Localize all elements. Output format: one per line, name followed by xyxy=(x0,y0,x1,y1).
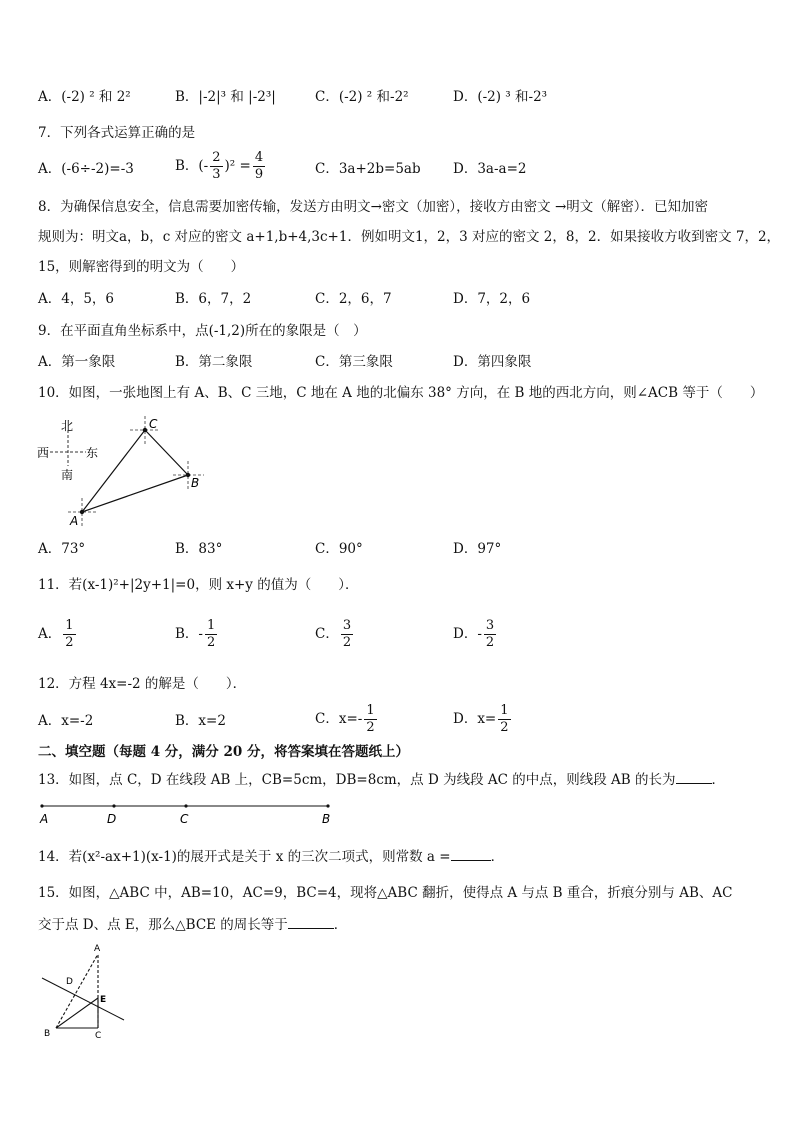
q7-b-num2: 4 xyxy=(254,150,264,165)
q6-option-c: C．(-2) ² 和-2² xyxy=(315,89,409,105)
seg-be xyxy=(56,998,98,1028)
q11-b-pre: B．- xyxy=(175,626,203,642)
q12-d-num: 1 xyxy=(500,703,509,718)
fold-line xyxy=(42,978,124,1020)
q12-c-pre: C．x=- xyxy=(315,711,363,727)
q7-stem: 7．下列各式运算正确的是 xyxy=(38,125,196,141)
compass-north: 北 xyxy=(61,419,74,433)
label-a: A xyxy=(70,514,79,528)
q8-option-a: A．4，5，6 xyxy=(38,291,115,307)
q10-option-c: C．90° xyxy=(315,541,363,557)
q15-figure xyxy=(36,940,136,1040)
q11-d-num: 3 xyxy=(485,618,495,633)
q14-answer-blank[interactable] xyxy=(451,846,491,861)
q8-option-b: B．6，7，2 xyxy=(175,291,252,307)
q11-option-d xyxy=(453,618,498,651)
q9-option-b: B．第二象限 xyxy=(175,354,253,370)
compass-west: 西 xyxy=(37,446,50,460)
segment-cb xyxy=(145,430,188,475)
q11-c-frac xyxy=(341,618,353,651)
seg-label-a: A xyxy=(40,812,49,826)
q6-option-a: A．(-2) ² 和 2² xyxy=(38,89,131,105)
q13-answer-blank[interactable] xyxy=(676,769,712,784)
q11-c-num: 3 xyxy=(342,618,352,633)
q11-b-den: 2 xyxy=(206,635,216,650)
q12-option-c xyxy=(315,703,379,736)
q12-option-b: B．x=2 xyxy=(175,713,226,729)
tri-label-c: C xyxy=(95,1031,102,1040)
q15-line2-end: ． xyxy=(333,917,348,933)
q10-option-b: B．83° xyxy=(175,541,223,557)
q11-b-frac xyxy=(205,618,217,651)
q7-option-b-mid: )² = xyxy=(224,158,251,174)
q8-line1: 8．为确保信息安全，信息需要加密传输，发送方由明文→密文（加密），接收方由密文 →明文（解密）．已知加密 xyxy=(38,199,709,215)
tri-ba xyxy=(56,954,98,1028)
q7-b-den: 3 xyxy=(212,167,221,182)
q8-option-c: C．2，6，7 xyxy=(315,291,392,307)
q6-option-b-expr: |-2|³ 和 |-2³| xyxy=(198,89,276,105)
q7-option-c: C．3a+2b=5ab xyxy=(315,161,421,177)
q11-a-frac xyxy=(63,618,75,651)
q11-option-c xyxy=(315,618,355,651)
q7-option-d: D．3a-a=2 xyxy=(453,161,527,177)
q11-d-frac xyxy=(484,618,496,651)
q14-stem-end: ． xyxy=(490,849,505,865)
seg-label-d: D xyxy=(107,812,117,826)
q7-option-b-pre: B．(- xyxy=(175,158,209,174)
q13-stem-end: ． xyxy=(711,772,726,788)
q12-option-d xyxy=(453,703,513,736)
q9-stem: 9．在平面直角坐标系中，点(-1,2)所在的象限是（ ） xyxy=(38,323,367,339)
q7-option-b-frac1 xyxy=(210,150,222,183)
q11-a-num: 1 xyxy=(65,618,74,633)
point-c xyxy=(143,428,147,432)
q13-stem xyxy=(38,769,725,789)
seg-point-b xyxy=(326,804,329,807)
q12-d-pre: D．x= xyxy=(453,711,497,727)
q11-c-pre: C． xyxy=(315,626,339,642)
compass-south: 南 xyxy=(61,468,74,482)
q15-line1: 15．如图，△ABC 中，AB=10，AC=9，BC=4，现将△ABC 翻折，使得点 A 与点 B 重合，折痕分别与 AB、AC xyxy=(38,885,733,901)
q7-option-a: A．(-6÷-2)=-3 xyxy=(38,161,134,177)
q15-answer-blank[interactable] xyxy=(288,914,334,929)
segment-ab xyxy=(82,475,188,512)
q7-option-b xyxy=(175,150,267,183)
q12-stem: 12．方程 4x=-2 的解是（ ）． xyxy=(38,676,247,692)
q13-stem-text: 13．如图，点 C，D 在线段 AB 上，CB=5cm，DB=8cm，点 D 为线段 AC 的中点，则线段 AB 的长为 xyxy=(38,772,676,788)
q6-option-b xyxy=(175,88,276,106)
q10-stem: 10．如图，一张地图上有 A、B、C 三地，C 地在 A 地的北偏东 38° 方向，在 B 地的西北方向，则∠ACB 等于（ ） xyxy=(38,385,764,401)
q13-figure xyxy=(36,798,336,828)
tri-label-d: D xyxy=(66,977,73,987)
q11-stem: 11．若(x-1)²+|2y+1|=0，则 x+y 的值为（ ）． xyxy=(38,577,359,593)
tri-label-e: E xyxy=(100,995,107,1005)
segment-ac xyxy=(82,430,145,512)
q6-option-b-label: B． xyxy=(175,89,199,105)
q12-d-frac xyxy=(498,703,510,736)
q9-option-c: C．第三象限 xyxy=(315,354,393,370)
q9-option-a: A．第一象限 xyxy=(38,354,116,370)
q7-b-num: 2 xyxy=(212,150,221,165)
q10-figure xyxy=(30,412,220,532)
q14-stem xyxy=(38,846,504,866)
q15-line2 xyxy=(38,914,347,934)
seg-label-c: C xyxy=(180,812,189,826)
q12-option-a: A．x=-2 xyxy=(38,713,94,729)
q7-option-b-frac2 xyxy=(253,150,265,183)
q11-option-a xyxy=(38,618,78,651)
q12-c-den: 2 xyxy=(366,720,375,735)
label-b: B xyxy=(191,476,200,490)
q11-c-den: 2 xyxy=(342,635,352,650)
q8-line3: 15，则解密得到的明文为（ ） xyxy=(38,259,245,275)
q8-option-d: D．7，2，6 xyxy=(453,291,531,307)
q11-option-b xyxy=(175,618,219,651)
q11-d-den: 2 xyxy=(485,635,495,650)
q12-c-frac xyxy=(364,703,376,736)
point-b xyxy=(186,473,190,477)
q8-line2: 规则为：明文a，b，c 对应的密文 a+1,b+4,3c+1．例如明文1，2，3 对应的密文 2，8，2．如果接收方收到密文 7，2， xyxy=(38,229,781,245)
seg-point-d xyxy=(112,804,115,807)
q6-option-d: D．(-2) ³ 和-2³ xyxy=(453,89,548,105)
q11-d-pre: D．- xyxy=(453,626,482,642)
q9-option-d: D．第四象限 xyxy=(453,354,532,370)
point-a xyxy=(80,510,84,514)
q14-stem-text: 14．若(x²-ax+1)(x-1)的展开式是关于 x 的三次二项式，则常数 a = xyxy=(38,849,451,865)
compass-east: 东 xyxy=(86,446,99,460)
q15-line2-text: 交于点 D、点 E，那么△BCE 的周长等于 xyxy=(38,917,288,933)
tri-label-b: B xyxy=(44,1029,51,1039)
q10-option-d: D．97° xyxy=(453,541,502,557)
seg-label-b: B xyxy=(322,812,331,826)
q12-c-num: 1 xyxy=(366,703,375,718)
q10-option-a: A．73° xyxy=(38,541,86,557)
seg-point-a xyxy=(40,804,43,807)
section-2-heading: 二、填空题（每题 4 分，满分 20 分，将答案填在答题纸上） xyxy=(38,744,409,760)
compass-rose xyxy=(37,419,98,482)
q11-b-num: 1 xyxy=(206,618,216,633)
seg-point-c xyxy=(184,804,187,807)
tri-label-a: A xyxy=(94,944,101,954)
q11-a-den: 2 xyxy=(65,635,74,650)
q7-b-den2: 9 xyxy=(254,167,264,182)
q12-d-den: 2 xyxy=(500,720,509,735)
label-c: C xyxy=(149,417,158,431)
q11-a-pre: A． xyxy=(38,626,62,642)
